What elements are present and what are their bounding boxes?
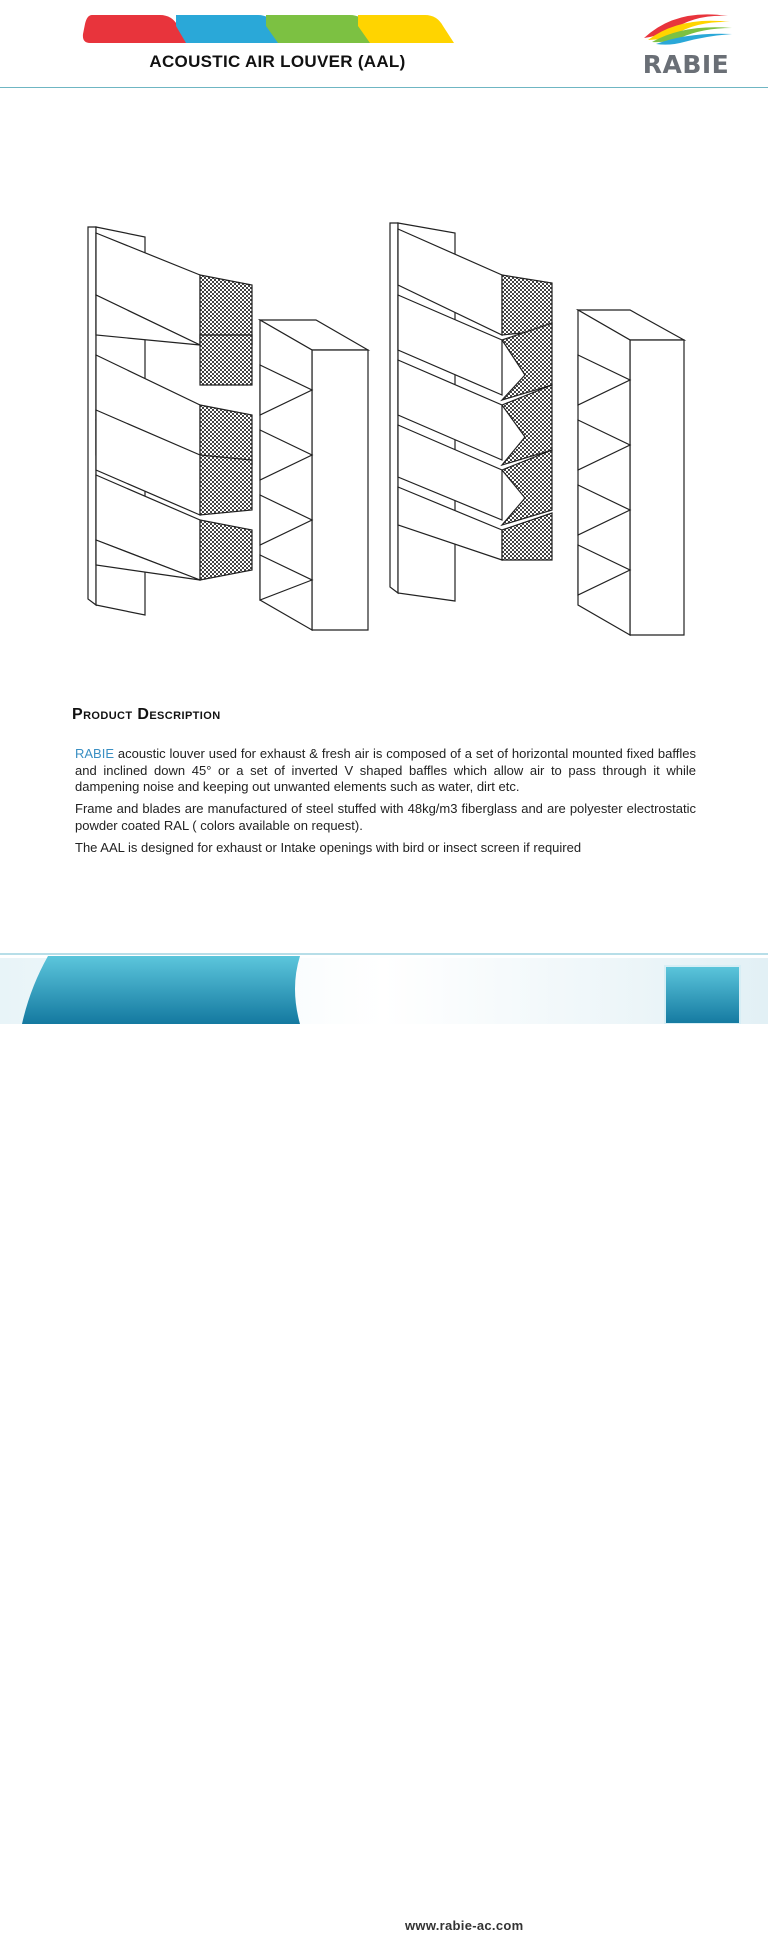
louver-illustration	[70, 215, 700, 645]
yellow-tab	[358, 15, 454, 43]
louver-v-side-view	[578, 310, 684, 635]
footer-arabic-name: مصنع ربيع التكييف	[55, 1904, 275, 1932]
logo-wordmark: RABIE	[642, 50, 730, 79]
product-description	[75, 746, 696, 861]
footer	[0, 948, 768, 1957]
description-paragraph-1-text: acoustic louver used for exhaust & fresh air is composed of a set of horizontal mounted fixed baffles and inclined down 45° or a set of inverted V shaped baffles which allow air to pass through it while dampening noise and keeping out unwanted elements such as water, dirt etc.	[75, 746, 696, 795]
section-heading: Product Description	[72, 706, 221, 723]
description-paragraph-3: The AAL is designed for exhaust or Intake openings with bird or insect screen if required	[75, 839, 582, 855]
louver-horizontal-baffles	[88, 227, 252, 615]
description-paragraph-2: Frame and blades are manufactured of steel stuffed with 48kg/m3 fiberglass and are polyester electrostatic powder coated RAL ( colors available on request).	[75, 801, 696, 833]
louver-v-baffles	[390, 223, 552, 601]
header-divider	[0, 87, 768, 88]
red-tab	[83, 15, 188, 43]
footer-website-link[interactable]: www.rabie-ac.com	[405, 1918, 524, 1933]
footer-banner	[0, 948, 768, 1024]
footer-company-name: RABIE Al-Takyeef Factory	[54, 1938, 262, 1957]
brand-name: RABIE	[75, 746, 115, 761]
louver-horizontal-side-view	[260, 320, 368, 630]
header-color-tabs	[80, 12, 460, 44]
page-title: ACOUSTIC AIR LOUVER (AAL)	[149, 52, 406, 71]
page-number: 1	[697, 1922, 707, 1941]
description-paragraph-1	[75, 746, 696, 796]
